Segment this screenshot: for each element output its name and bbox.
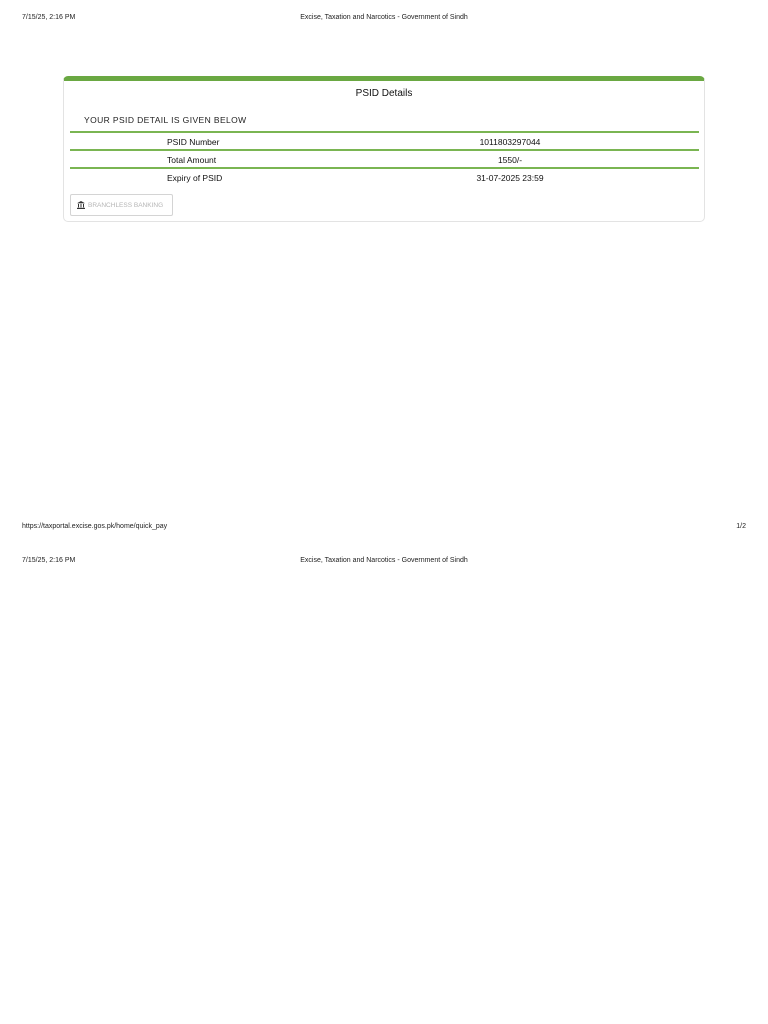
bank-icon (77, 201, 85, 209)
print-page-title: Excise, Taxation and Narcotics - Government of Sindh (300, 14, 468, 21)
row-label: Expiry of PSID (167, 173, 223, 183)
print-datetime: 7/15/25, 2:16 PM (22, 14, 76, 21)
card-title: PSID Details (355, 88, 413, 99)
table-row (70, 167, 699, 185)
print-url: https://taxportal.excise.gos.pk/home/quick_pay (22, 523, 168, 530)
psid-details-card (63, 76, 705, 222)
psid-details-table (70, 131, 699, 185)
expiry-value: 31-07-2025 23:59 (476, 173, 544, 183)
branchless-banking-label: BRANCHLESS BANKING (88, 201, 164, 209)
psid-number-value: 1011803297044 (479, 137, 541, 147)
table-row (70, 131, 699, 149)
table-row (70, 149, 699, 167)
branchless-banking-button[interactable] (70, 194, 173, 216)
row-label: PSID Number (167, 137, 220, 147)
total-amount-value: 1550/- (497, 155, 523, 165)
row-label: Total Amount (167, 155, 217, 165)
print-page-number: 1/2 (736, 523, 746, 530)
psid-subheading: YOUR PSID DETAIL IS GIVEN BELOW (84, 115, 247, 125)
print-datetime: 7/15/25, 2:16 PM (22, 557, 76, 564)
print-page-title: Excise, Taxation and Narcotics - Government of Sindh (300, 557, 468, 564)
